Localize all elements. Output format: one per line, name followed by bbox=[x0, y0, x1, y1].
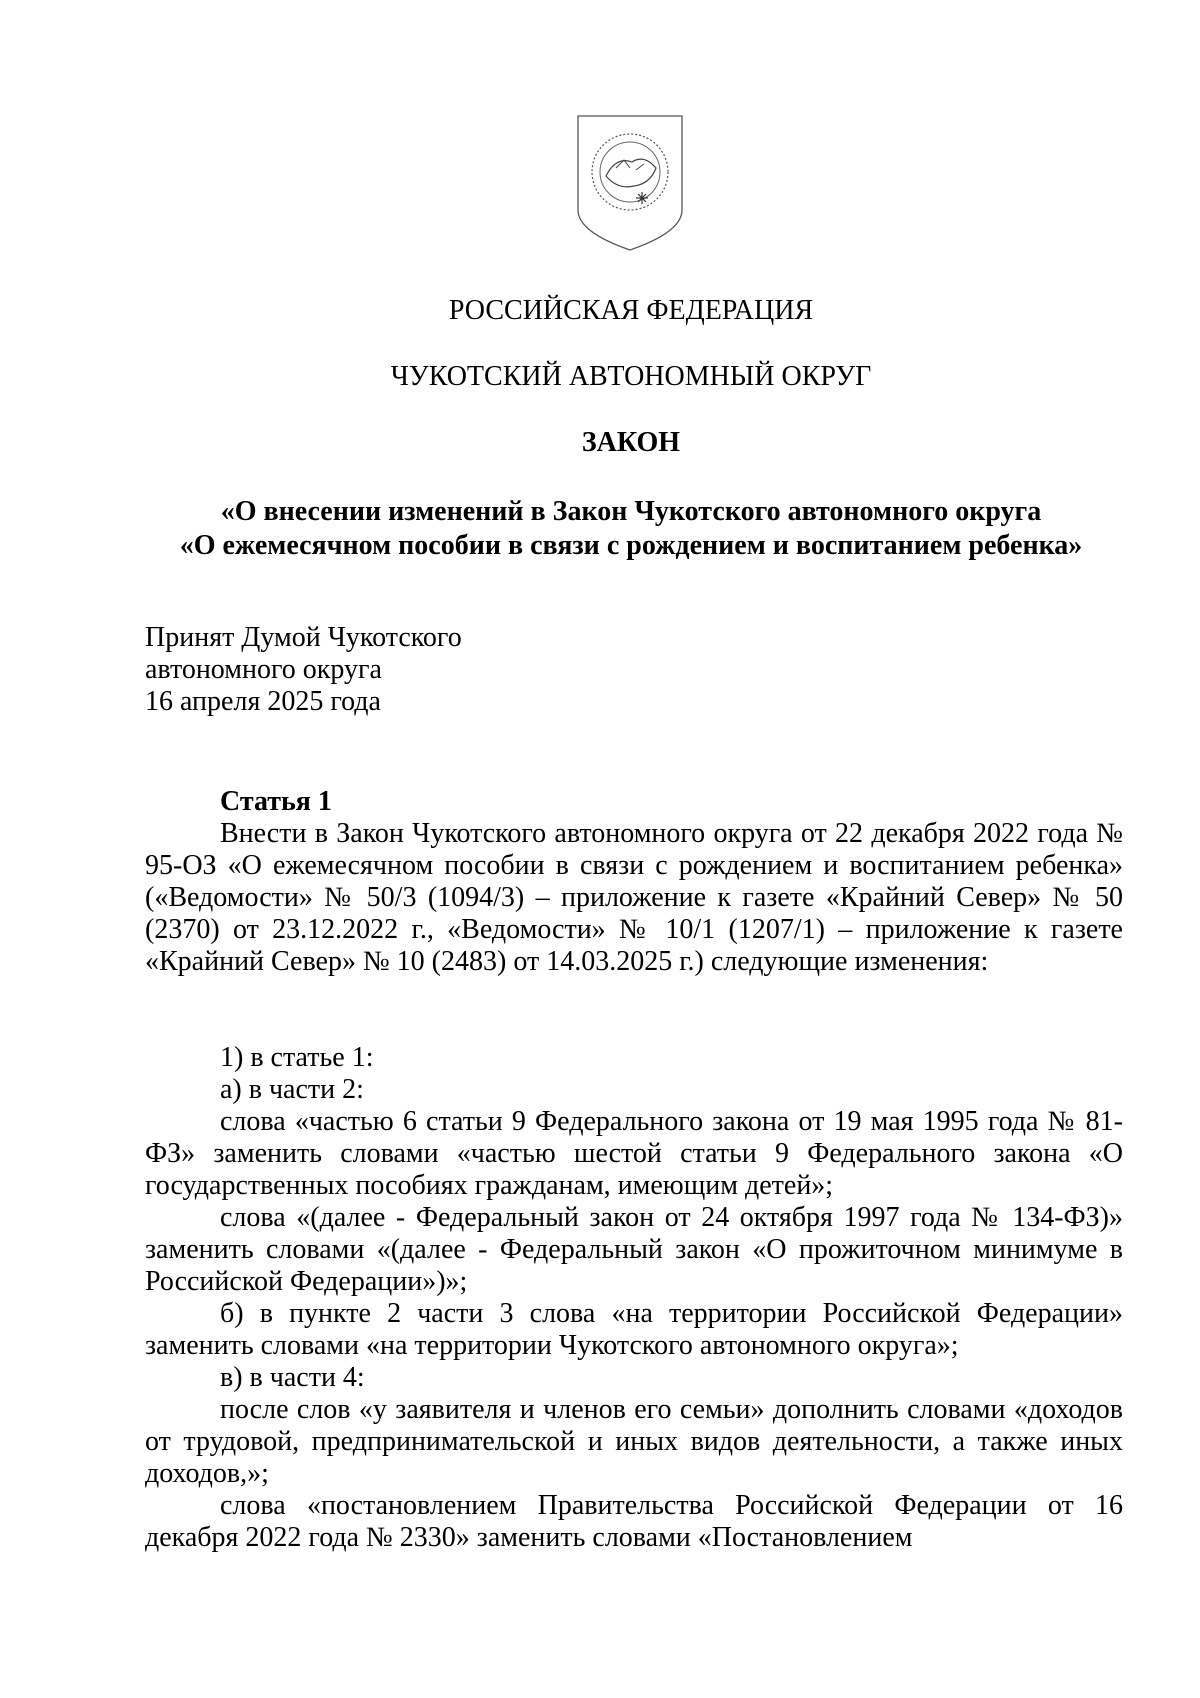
amendment-item: слова «(далее - Федеральный закон от 24 октября 1997 года № 134-ФЗ)» заменить словами «(далее - Федеральный закон «О прожиточном минимуме в Российской Федерации»)»; bbox=[145, 1202, 1123, 1297]
document-type-heading: ЗАКОН bbox=[581, 427, 681, 458]
amendment-item: в) в части 4: bbox=[220, 1362, 365, 1393]
coat-of-arms-emblem bbox=[570, 110, 690, 260]
article-heading bbox=[145, 786, 1123, 818]
amendment-item: слова «частью 6 статьи 9 Федерального закона от 19 мая 1995 года № 81-ФЗ» заменить словами «частью шестой статьи 9 Федерального закона «О государственных пособиях гражданам, имеющим детей»; bbox=[145, 1106, 1123, 1201]
amendment-list bbox=[145, 1042, 1123, 1554]
law-title-line-1: «О внесении изменений в Закон Чукотского автономного округа bbox=[220, 496, 1042, 527]
adoption-note bbox=[145, 622, 462, 718]
adoption-line-2: автономного округа bbox=[145, 654, 382, 685]
article-intro bbox=[145, 818, 1123, 978]
adoption-line-1: Принят Думой Чукотского bbox=[145, 622, 462, 653]
law-title bbox=[0, 495, 1200, 563]
amendment-item: б) в пункте 2 части 3 слова «на территории Российской Федерации» заменить словами «на территории Чукотского автономного округа»; bbox=[145, 1298, 1123, 1361]
amendment-item: 1) в статье 1: bbox=[220, 1042, 374, 1073]
adoption-date: 16 апреля 2025 года bbox=[145, 686, 381, 717]
law-title-line-2: «О ежемесячном пособии в связи с рождением и воспитанием ребенка» bbox=[179, 530, 1083, 561]
region-heading: ЧУКОТСКИЙ АВТОНОМНЫЙ ОКРУГ bbox=[390, 361, 872, 392]
article-1-intro: Внести в Закон Чукотского автономного округа от 22 декабря 2022 года № 95-ОЗ «О ежемесячном пособии в связи с рождением и воспитанием ребенка» («Ведомости» № 50/3 (1094/3) – приложение к газете «Крайний Север» № 50 (2370) от 23.12.2022 г., «Ведомости» № 10/1 (1207/1) – приложение к газете «Крайний Север» № 10 (2483) от 14.03.2025 г.) следующие изменения: bbox=[145, 818, 1123, 977]
amendment-item: после слов «у заявителя и членов его семьи» дополнить словами «доходов от трудовой, предпринимательской и иных видов деятельности, а также иных доходов,»; bbox=[145, 1394, 1123, 1489]
article-1-heading: Статья 1 bbox=[220, 786, 332, 817]
country-heading: РОССИЙСКАЯ ФЕДЕРАЦИЯ bbox=[448, 295, 814, 326]
amendment-item: слова «постановлением Правительства Российской Федерации от 16 декабря 2022 года № 2330» заменить словами «Постановлением bbox=[145, 1490, 1123, 1553]
amendment-item: а) в части 2: bbox=[220, 1074, 364, 1105]
